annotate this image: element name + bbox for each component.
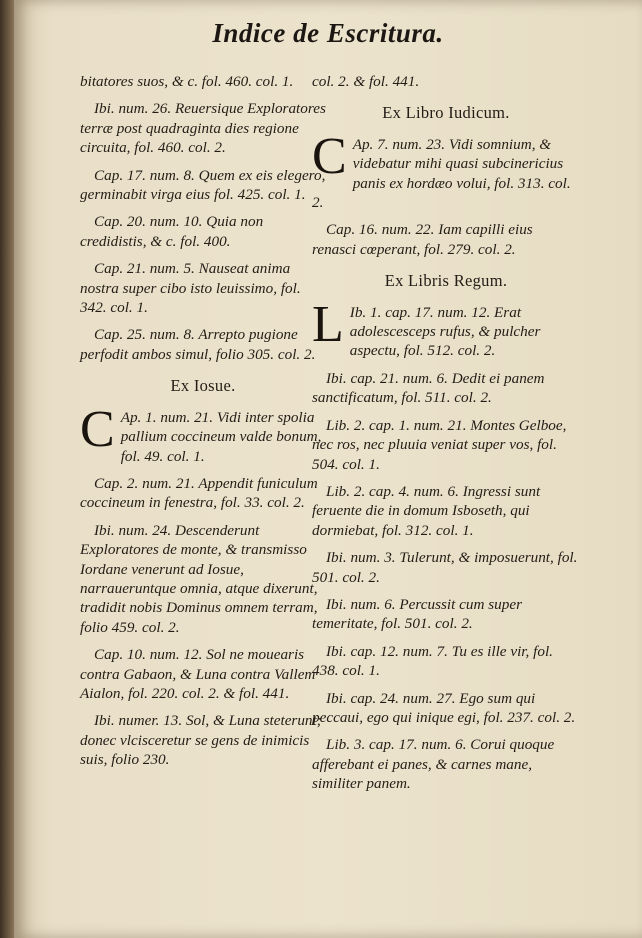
section-title-regum: Ex Libris Regum. xyxy=(384,271,508,291)
index-entry: Ibi. num. 6. Percussit cum super temeritate, fol. 501. col. 2. xyxy=(312,595,523,633)
right-column xyxy=(312,72,580,802)
index-entry: Cap. 21. num. 5. Nauseat anima nostra super cibo isto leuissimo, fol. 342. col. 1. xyxy=(80,260,301,317)
index-entry: Lib. 2. cap. 4. num. 6. Ingressi sunt feruente die in domum Isboseth, qui dormiebat, fol. 312. col. 1. xyxy=(312,482,541,539)
right-entries-bottom xyxy=(312,369,580,794)
index-entry: Ibi. num. 26. Reuersique Exploratores terræ post quadraginta dies regione circuita, fol. 460. col. 2. xyxy=(80,100,326,157)
index-entry: Lib. 3. cap. 17. num. 6. Corui quoque afferebant ei panes, & carnes mane, similiter panem. xyxy=(312,736,555,793)
index-entry: Cap. 20. num. 10. Quia non credidistis, & c. fol. 400. xyxy=(80,213,264,250)
initial-entry-regum xyxy=(312,295,580,361)
section-title-iosue: Ex Iosue. xyxy=(170,376,236,396)
index-entry: Cap. 17. num. 8. Quem ex eis elegero, germinabit virga eius fol. 425. col. 1. xyxy=(80,166,326,204)
right-entries-top xyxy=(312,72,580,91)
index-entry: bitatores suos, & c. fol. 460. col. 1. xyxy=(80,73,294,90)
initial-entry-text: Ap. 7. num. 23. Vidi somnium, & videbatur mihi quasi subcinericius panis ex hordæo volui, fol. 313. col. 2. xyxy=(312,135,571,212)
right-entries-mid xyxy=(312,220,580,259)
left-column xyxy=(80,72,326,778)
index-entry: Ibi. cap. 21. num. 6. Dedit ei panem sanctificatum, fol. 511. col. 2. xyxy=(312,369,545,407)
drop-cap-letter: C xyxy=(80,400,115,458)
index-entry: Ibi. num. 24. Descenderunt Exploratores de monte, & transmisso Iordane venerunt ad Iosue, narraueruntque omnia, atque dixerunt, tradidit nobis Dominus omnem terram, folio 459. col. 2. xyxy=(80,521,318,636)
index-entry: Cap. 2. num. 21. Appendit funiculum coccineum in fenestra, fol. 33. col. 2. xyxy=(80,474,318,512)
drop-cap-letter: L xyxy=(312,295,344,353)
initial-entry-text: Ib. 1. cap. 17. num. 12. Erat adolescesceps rufus, & pulcher aspectu, fol. 512. col. 2. xyxy=(349,303,541,360)
index-entry: Cap. 10. num. 12. Sol ne mouearis contra Gabaon, & Luna contra Vallem Aialon, fol. 220. col. 2. & fol. 441. xyxy=(80,646,316,702)
index-entry: Cap. 16. num. 22. Iam capilli eius renasci cœperant, fol. 279. col. 2. xyxy=(312,221,533,258)
left-entries-bottom xyxy=(80,474,326,770)
initial-entry-iosue xyxy=(80,400,326,466)
index-entry: Ibi. numer. 13. Sol, & Luna steterunt; donec vlcisceretur se gens de inimicis suis, folio 230. xyxy=(80,712,322,769)
index-entry: Ibi. cap. 12. num. 7. Tu es ille vir, fol. 438. col. 1. xyxy=(312,642,553,680)
index-entry: Ibi. cap. 24. num. 27. Ego sum qui peccaui, ego qui inique egi, fol. 237. col. 2. xyxy=(312,689,576,726)
initial-entry-text: Ap. 1. num. 21. Vidi inter spolia pallium coccineum valde bonum, fol. 49. col. 1. xyxy=(120,408,322,465)
index-entry: Lib. 2. cap. 1. num. 21. Montes Gelboe, nec ros, nec pluuia veniat super vos, fol. 504. col. 1. xyxy=(312,416,567,473)
index-entry: Ibi. num. 3. Tulerunt, & imposuerunt, fol. 501. col. 2. xyxy=(312,549,578,586)
index-entry: Cap. 25. num. 8. Arrepto pugione perfodit ambos simul, folio 305. col. 2. xyxy=(80,326,316,363)
index-entry: col. 2. & fol. 441. xyxy=(312,73,420,90)
book-spine xyxy=(0,0,14,938)
book-page xyxy=(14,0,642,938)
drop-cap-letter: C xyxy=(312,127,347,185)
initial-entry-iudicum xyxy=(312,127,580,213)
page-header: Indice de Escritura. xyxy=(212,18,444,48)
section-title-iudicum: Ex Libro Iudicum. xyxy=(382,103,510,123)
left-entries-top xyxy=(80,72,326,364)
